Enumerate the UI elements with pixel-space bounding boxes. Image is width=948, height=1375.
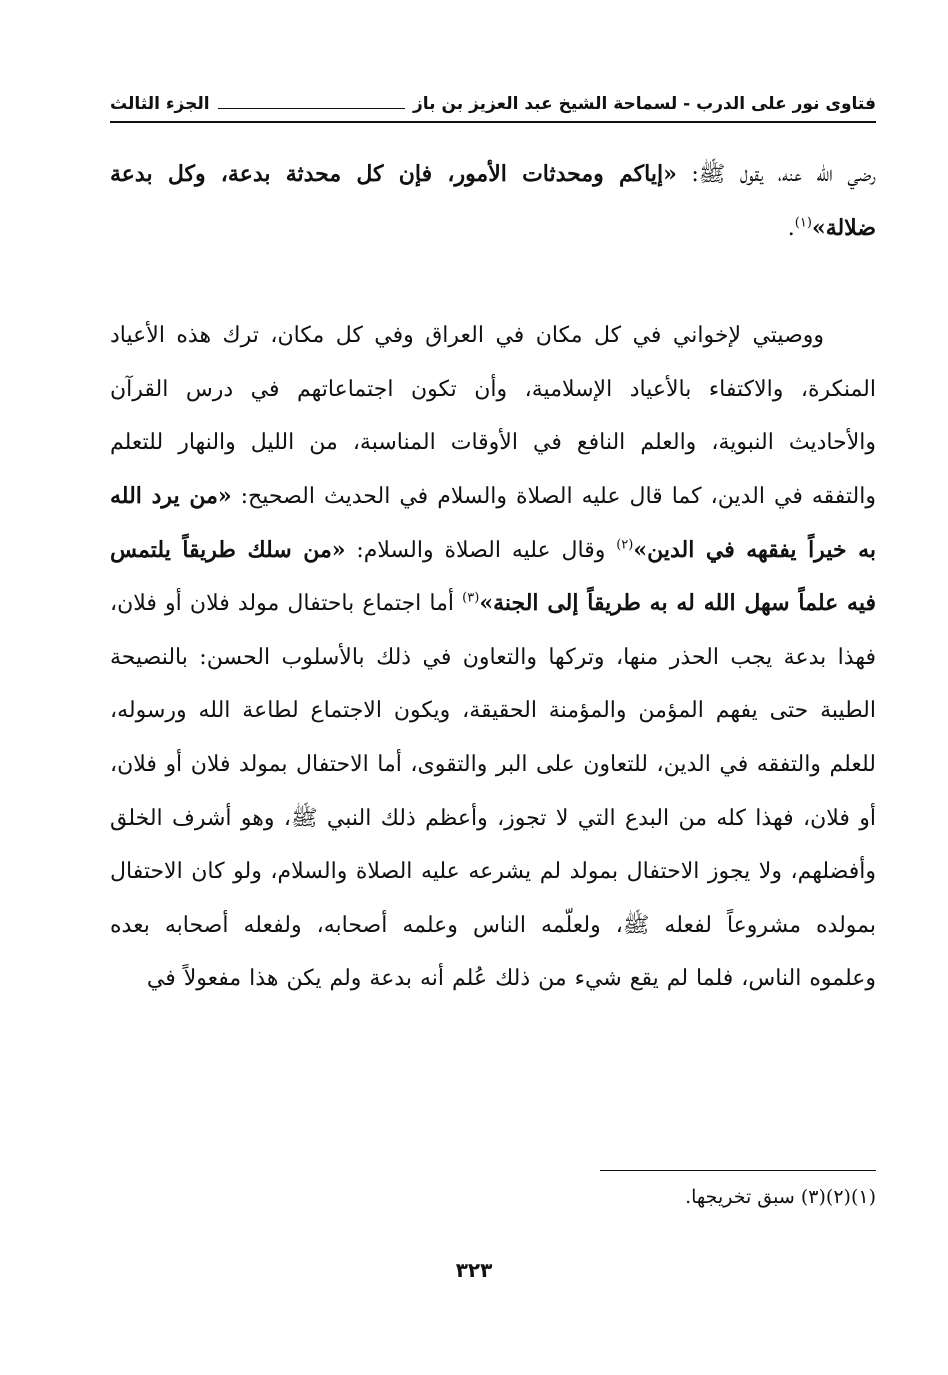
header-dash-rule bbox=[218, 108, 405, 109]
paragraph-2 bbox=[110, 309, 876, 1006]
footnote-ref-1: (١) bbox=[794, 215, 812, 231]
running-header bbox=[110, 88, 876, 120]
paragraph-1-text-b: . bbox=[787, 215, 795, 241]
paragraph-1-text-a: رضي الله عنه، يقول ﷺ: bbox=[676, 162, 876, 187]
paragraph-2-text-c: أما اجتماع باحتفال مولد فلان أو فلان، فهذا بدعة يجب الحذر منها، وتركها والتعاون في ذلك بالأسلوب الحسن: بالنصيحة الطيبة حتى يفهم المؤمن والمؤمنة الحقيقة، ويكون الاجتماع لطاعة الله ورسوله، للعلم والتفقه في الدين، للتعاون على البر والتقوى، أما الاحتفال بمولد فلان أو فلان، أو فلان، فهذا كله من البدع التي لا تجوز، وأعظم ذلك النبي ﷺ، وهو أشرف الخلق وأفضلهم، ولا يجوز الاحتفال بمولد لم يشرعه عليه الصلاة والسلام، ولو كان الاحتفال بمولده مشروعاً لفعله ﷺ، ولعلّمه الناس وعلمه أصحابه، ولفعله أصحابه بعده وعلموه الناس، فلما لم يقع شيء من ذلك عُلم أنه بدعة ولم يكن هذا مفعولاً في bbox=[110, 591, 876, 992]
header-title: فتاوى نور على الدرب - لسماحة الشيخ عبد العزيز بن باز bbox=[413, 94, 876, 114]
footnote-ref-3: (٣) bbox=[462, 590, 480, 606]
paragraph-2-text-a: ووصيتي لإخواني في كل مكان في العراق وفي كل مكان، ترك هذه الأعياد المنكرة، والاكتفاء بالأعياد الإسلامية، وأن تكون اجتماعاتهم في درس القرآن والأحاديث النبوية، والعلم النافع في الأوقات المناسبة، من الليل والنهار للتعلم والتفقه في الدين، كما قال عليه الصلاة والسلام في الحديث الصحيح: bbox=[110, 323, 876, 509]
footnote: (١)(٢)(٣) سبق تخريجها. bbox=[685, 1186, 876, 1208]
page-number: ٣٢٣ bbox=[455, 1258, 493, 1282]
footnote-divider bbox=[600, 1170, 876, 1171]
header-volume: الجزء الثالث bbox=[110, 94, 210, 114]
paragraph-2-text-b: وقال عليه الصلاة والسلام: bbox=[345, 537, 617, 563]
paragraph-1 bbox=[110, 148, 876, 255]
hadith-quote-2: «من يرد الله به خيراً يفقهه في الدين» bbox=[110, 482, 876, 563]
page-body bbox=[110, 148, 876, 1006]
hadith-quote-1: «إياكم ومحدثات الأمور، فإن كل محدثة بدعة، وكل بدعة ضلالة» bbox=[110, 161, 876, 241]
paragraph-gap bbox=[110, 255, 876, 309]
hadith-quote-3: «من سلك طريقاً يلتمس فيه علماً سهل الله له به طريقاً إلى الجنة» bbox=[110, 536, 877, 617]
header-divider bbox=[110, 121, 876, 123]
footnote-ref-2: (٢) bbox=[616, 537, 634, 553]
